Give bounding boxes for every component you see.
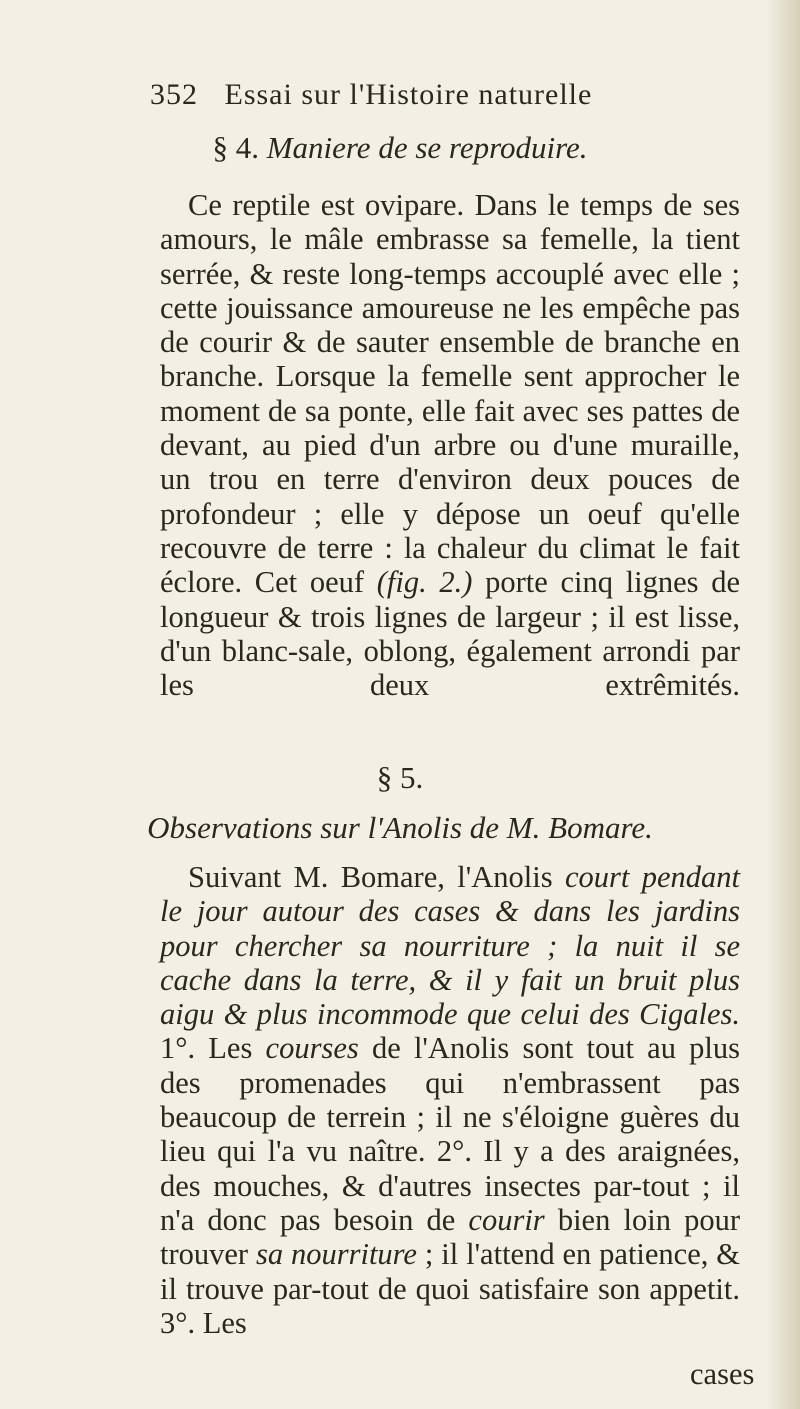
bomare-quote: court pendant le jour autour des cases & dans les jardins pour chercher sa nourriture ; la nuit il se cache dans la terre, & il y fait un bruit plus aigu & plus incommode que celui des Cigales. [160, 860, 740, 1032]
para2-point1a: 1°. Les [160, 1031, 253, 1066]
para2-point1b: de l'Anolis sont tout au plus des promenades qui n'embrassent pas beaucoup de terrein ; il ne s'éloigne guères du lieu qui l'a vu naître. 2°. Il y a des araignées, des mouches, & d'autres insectes par-tout ; il n'a donc pas besoin de [160, 1031, 741, 1237]
page-edge-shadow [766, 0, 800, 1409]
section-4-number: § 4. [212, 130, 259, 165]
word-nourriture: sa nourriture [255, 1237, 417, 1272]
para2-point2a: bien loin pour trouver [160, 1202, 740, 1272]
page-number: 352 [150, 78, 198, 111]
section-4-title: Maniere de se reproduire. [266, 130, 588, 165]
paragraph-reproduction-text: Ce reptile est ovipare. Dans le temps de ses amours, le mâle embrasse sa femelle, la tient serrée, & reste long-temps accouplé avec elle ; cette jouissance amoureuse ne les empêche pas de courir & de sauter ensemble de branche en branche. Lorsque la femelle sent approcher le moment de sa ponte, elle fait avec ses pattes de devant, au pied d'un arbre ou d'une muraille, un trou en terre d'environ deux pouces de profondeur ; elle y dépose un oeuf qu'elle recouvre de terre : la chaleur du climat le fait éclore. Cet oeuf [160, 188, 740, 600]
paragraph-observations [160, 860, 740, 1380]
figure-reference: (fig. 2.) [376, 565, 473, 600]
word-courir: courir [468, 1202, 545, 1237]
paragraph-reproduction-end: porte cinq lignes de longueur & trois lignes de largeur ; il est lisse, d'un blanc-sale, oblong, également arrondi par les deux extrêmités. [160, 565, 741, 703]
section-4-heading [0, 130, 800, 166]
running-title: Essai sur l'Histoire naturelle [224, 78, 593, 111]
catchword: cases [690, 1357, 755, 1391]
word-courses: courses [265, 1031, 359, 1066]
section-5-number: § 5. [376, 760, 424, 795]
paragraph-reproduction [160, 188, 740, 758]
running-header [150, 78, 710, 112]
section-5-title: Observations sur l'Anolis de M. Bomare. [147, 810, 653, 845]
para2-lead: Suivant M. Bomare, l'Anolis [188, 860, 553, 894]
para2-point2b: ; il l'attend en patience, & il trouve par-tout de quoi satisfaire son appetit. 3°. Les [160, 1237, 741, 1340]
